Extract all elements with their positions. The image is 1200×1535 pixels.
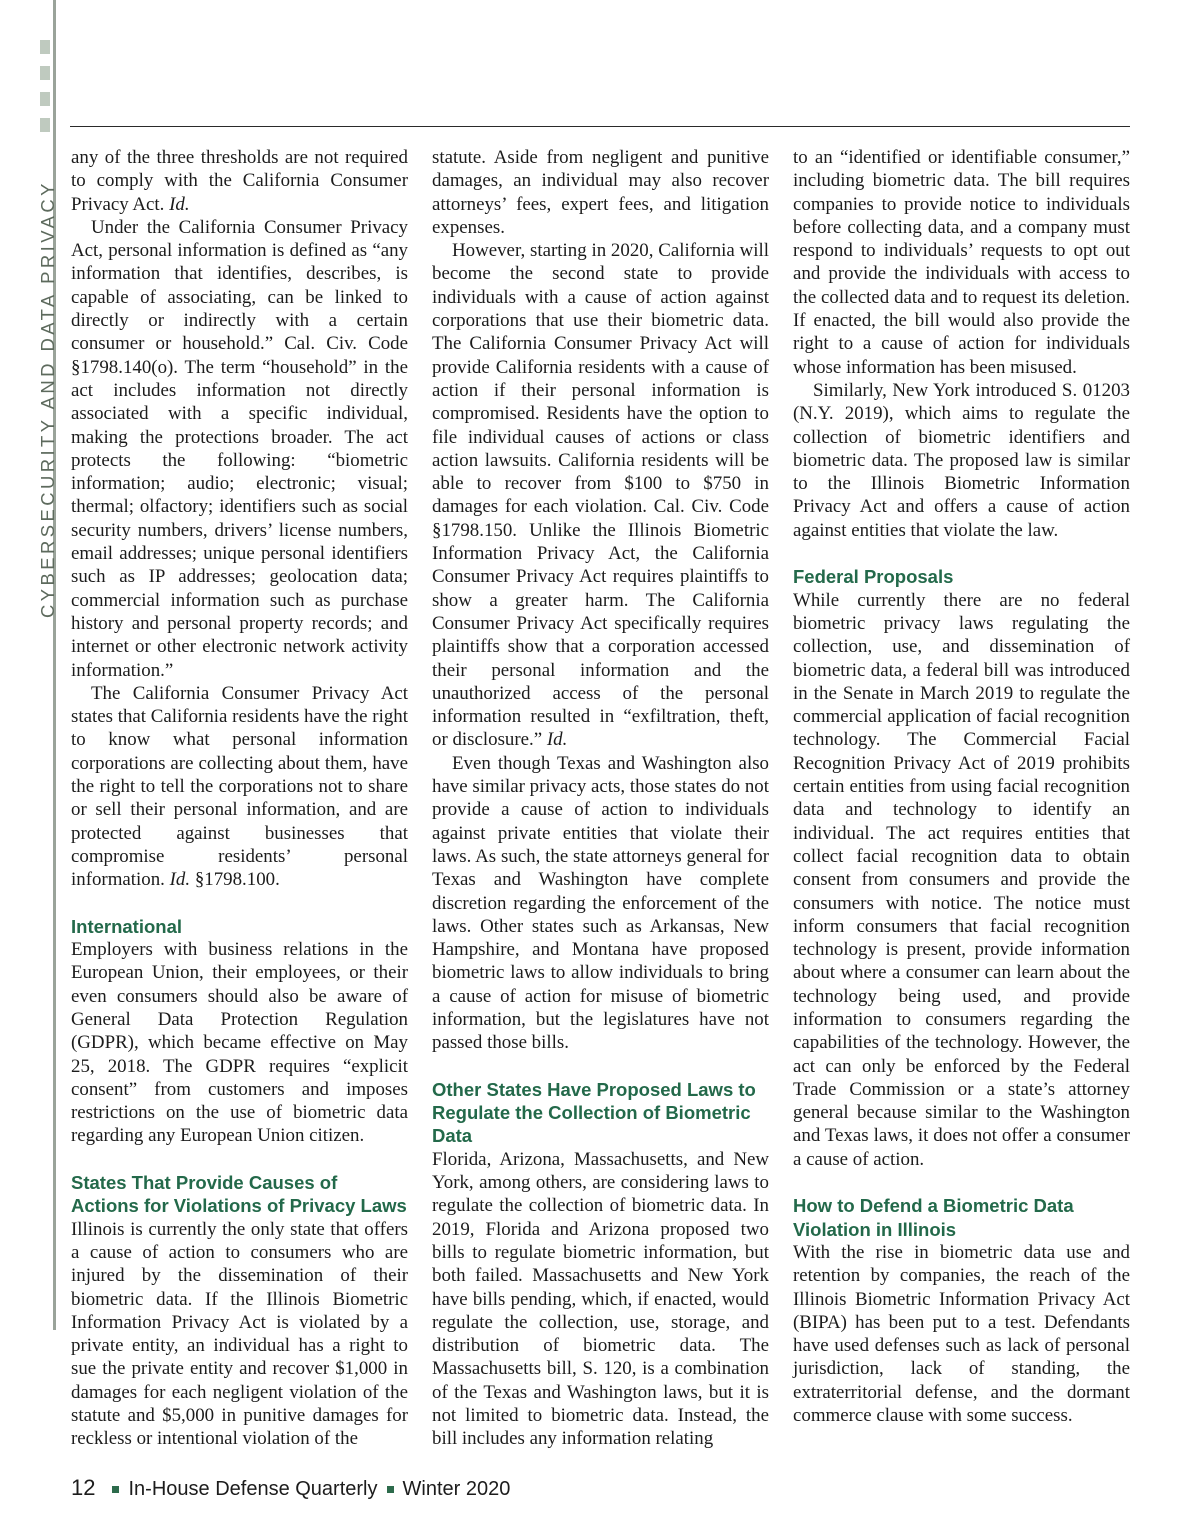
bullet-square-icon	[387, 1486, 394, 1493]
page-footer	[71, 1475, 510, 1501]
publication-name: In-House Defense Quarterly	[128, 1478, 378, 1500]
page-number: 12	[71, 1475, 96, 1500]
paragraph: Even though Texas and Washington also have similar privacy acts, those states do not provide a cause of action to individuals against private entities that violate their laws. As such, the state attorneys general for Texas and Washington have complete discretion regarding the enforcement of the laws. Other states such as Arkansas, New Hampshire, and Montana have proposed biometric laws to allow individuals to bring a cause of action for misuse of biometric information, but the legislatures have not passed those bills.	[432, 752, 769, 1054]
margin-stripe	[40, 118, 50, 132]
margin-stripe	[40, 92, 50, 106]
paragraph: However, starting in 2020, California will become the second state to provide individuals with a cause of action against corporations that use their biometric data. The California Consumer Privacy Act will provide California residents with a cause of action if their personal information is compromised. Residents have the option to file individual causes of actions or class action lawsuits. California residents will be able to recover from $100 to $750 in damages for each violation. Cal. Civ. Code §1798.150. Unlike the Illinois Biometric Information Privacy Act, the California Consumer Privacy Act requires plaintiffs to show a greater harm. The California Consumer Privacy Act specifically requires plaintiffs show that a corporation accessed their personal information and the unauthorized access of the personal information resulted in “exfiltration, theft, or disclosure.” Id.	[432, 240, 769, 751]
header-rule	[70, 126, 1130, 127]
paragraph: Florida, Arizona, Massachusetts, and New York, among others, are considering laws to regulate the collection of biometric data. In 2019, Florida and Arizona proposed two bills to regulate biometric information, but both failed. Massachusetts and New York have bills pending, which, if enacted, would regulate the collection, use, storage, and distribution of biometric data. The Massachusetts bill, S. 120, is a combination of the Texas and Washington laws, but it is not limited to biometric data. Instead, the bill includes any information relating	[432, 1148, 769, 1450]
paragraph: any of the three thresholds are not required to comply with the California Consumer Privacy Act. Id.	[71, 147, 408, 215]
margin-stripe	[40, 40, 50, 54]
paragraph: statute. Aside from negligent and punitive damages, an individual may also recover attorneys’ fees, expert fees, and litigation expenses.	[432, 147, 769, 238]
section-heading-federal: Federal Proposals	[793, 566, 954, 588]
paragraph: The California Consumer Privacy Act states that California residents have the right to know what personal information corporations are collecting about them, have the right to tell the corporations not to share or sell their personal information, and are protected against businesses that compromise residents’ personal information. Id. §1798.100.	[71, 682, 408, 891]
paragraph: Illinois is currently the only state that offers a cause of action to consumers who are injured by the dissemination of their biometric data. If the Illinois Biometric Information Privacy Act is violated by a private entity, an individual has a right to sue the private entity and recover $1,000 in damages for each negligent violation of the statute and $5,000 in punitive damages for reckless or intentional violation of the	[71, 1218, 408, 1450]
section-heading-international: International	[71, 915, 183, 937]
paragraph: Similarly, New York introduced S. 01203 (N.Y. 2019), which aims to regulate the collection of biometric identifiers and biometric data. The proposed law is similar to the Illinois Biometric Information Privacy Act and offers a cause of action against entities that violate the law.	[793, 379, 1130, 541]
bullet-square-icon	[112, 1486, 119, 1493]
paragraph: While currently there are no federal biometric privacy laws regulating the collection, use, and dissemination of biometric data, a federal bill was introduced in the Senate in March 2019 to regulate the commercial application of facial recognition technology. The Commercial Facial Recognition Privacy Act of 2019 prohibits certain entities from using facial recognition data and technology to identify an individual. The act requires entities that collect facial recognition data to obtain consent from consumers and provide the consumers with notice. The notice must inform consumers that facial recognition technology is present, provide information about where a consumer can learn about the technology being used, and provide information to consumers regarding the capabilities of the technology. However, the act can only be enforced by the Federal Trade Commission or a state’s attorney general because similar to the Washington and Texas laws, it does not offer a consumer a cause of action.	[793, 589, 1130, 1170]
section-heading-other-states: Other States Have Proposed Laws to Regulate the Collection of Biometric Data	[432, 1078, 756, 1147]
paragraph: With the rise in biometric data use and retention by companies, the reach of the Illinois Biometric Information Privacy Act (BIPA) has been put to a test. Defendants have used defenses such as lack of personal jurisdiction, lack of standing, the extraterritorial defense, and the dormant commerce clause with some success.	[793, 1241, 1130, 1427]
column-2	[432, 146, 769, 1451]
paragraph: to an “identified or identifiable consumer,” including biometric data. The bill requires companies to provide notice to individuals before collecting data, and a company must respond to individuals’ requests to opt out and provide the individuals with access to the collected data and to request its deletion. If enacted, the bill would also provide the right to a cause of action for individuals whose information has been misused.	[793, 147, 1130, 378]
section-heading-states-causes: States That Provide Causes of Actions for Violations of Privacy Laws	[71, 1172, 407, 1217]
issue-date: Winter 2020	[402, 1478, 511, 1500]
column-3	[793, 146, 1130, 1427]
column-1	[71, 146, 408, 1451]
margin-stripe	[40, 66, 50, 80]
section-label: CYBERSECURITY AND DATA PRIVACY	[37, 180, 58, 618]
paragraph: Employers with business relations in the European Union, their employees, or their even consumers should also be aware of General Data Protection Regulation (GDPR), which became effective on May 25, 2018. The GDPR requires “explicit consent” from customers and imposes restrictions on the use of biometric data regarding any European Union citizen.	[71, 939, 408, 1147]
paragraph: Under the California Consumer Privacy Act, personal information is defined as “any information that identifies, describes, is capable of associating, can be linked to directly or indirectly with a certain consumer or household.” Cal. Civ. Code §1798.140(o). The term “household” in the act includes information not directly associated with a specific individual, making the protections broader. The act protects the following: “biometric information; audio; electronic; visual; thermal; olfactory; identifiers such as social security numbers, drivers’ license numbers, email addresses; unique personal identifiers such as IP addresses; geolocation data; commercial information such as purchase history and personal property records; and internet or other electronic network activity information.”	[71, 216, 408, 681]
section-heading-defend: How to Defend a Biometric Data Violation in Illinois	[793, 1195, 1074, 1240]
